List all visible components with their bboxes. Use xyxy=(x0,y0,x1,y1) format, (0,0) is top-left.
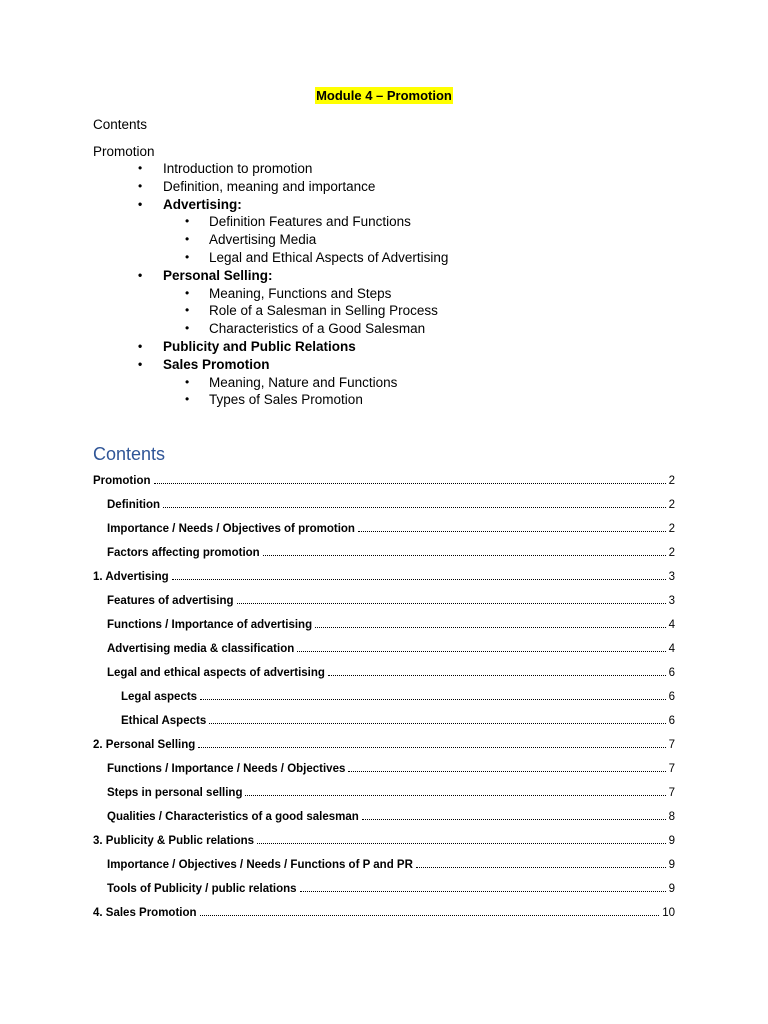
toc-entry[interactable] xyxy=(93,799,675,823)
toc-entry[interactable] xyxy=(93,823,675,847)
outline-item-text: Legal and Ethical Aspects of Advertising xyxy=(209,249,449,265)
toc-dot-leader xyxy=(245,794,665,796)
toc-entry[interactable] xyxy=(93,895,675,919)
bullet-icon: • xyxy=(138,267,143,282)
outline-item xyxy=(93,178,693,196)
toc-entry-title: Legal and ethical aspects of advertising xyxy=(107,667,325,679)
toc-dot-leader xyxy=(263,554,666,556)
toc-page-number: 9 xyxy=(668,859,675,871)
contents-label: Contents xyxy=(93,117,148,132)
toc-dot-leader xyxy=(362,818,666,820)
toc-page-number: 6 xyxy=(668,667,675,679)
toc-entry-title: 1. Advertising xyxy=(93,571,169,583)
outline-item-text: Types of Sales Promotion xyxy=(209,392,363,408)
toc-page-number: 2 xyxy=(668,475,675,487)
toc-entry[interactable] xyxy=(93,679,675,703)
toc-page-number: 4 xyxy=(668,643,675,655)
outline-item-text: Definition, meaning and importance xyxy=(163,178,376,194)
module-title: Module 4 – Promotion xyxy=(316,88,452,103)
outline-item xyxy=(93,285,693,303)
outline-item xyxy=(93,302,693,320)
toc-entry[interactable] xyxy=(93,463,675,487)
toc-page-number: 2 xyxy=(668,523,675,535)
outline-item-text: Publicity and Public Relations xyxy=(163,338,356,354)
outline-item xyxy=(93,356,693,374)
toc-entry-title: Functions / Importance / Needs / Objectives xyxy=(107,763,346,775)
toc-entry[interactable] xyxy=(93,703,675,727)
toc-entry-title: Importance / Needs / Objectives of promotion xyxy=(107,523,355,535)
outline-item-text: Advertising Media xyxy=(209,232,317,248)
bullet-icon: • xyxy=(185,232,190,247)
outline-item xyxy=(93,391,693,409)
outline-item-text: Advertising: xyxy=(163,196,242,212)
toc-dot-leader xyxy=(297,650,665,652)
toc-entry[interactable] xyxy=(93,655,675,679)
topic-outline xyxy=(93,160,693,409)
toc-page-number: 9 xyxy=(668,835,675,847)
toc-entry[interactable] xyxy=(93,775,675,799)
toc-entry-title: Promotion xyxy=(93,475,151,487)
bullet-icon: • xyxy=(138,178,143,193)
outline-item-text: Introduction to promotion xyxy=(163,161,313,176)
bullet-icon: • xyxy=(138,356,143,371)
toc-entry-title: Factors affecting promotion xyxy=(107,547,260,559)
toc-page-number: 10 xyxy=(662,907,675,919)
toc-dot-leader xyxy=(315,626,665,628)
outline-item xyxy=(93,231,693,249)
toc-entry[interactable] xyxy=(93,727,675,751)
toc-entry-title: 4. Sales Promotion xyxy=(93,907,197,919)
toc-dot-leader xyxy=(300,890,666,892)
toc-entry-title: Features of advertising xyxy=(107,595,234,607)
toc-entry[interactable] xyxy=(93,487,675,511)
toc-entry-title: Importance / Objectives / Needs / Functions of P and PR xyxy=(107,859,413,871)
outline-item-text: Personal Selling: xyxy=(163,267,273,283)
bullet-icon: • xyxy=(185,303,190,318)
toc-entry-title: Definition xyxy=(107,499,161,511)
toc-dot-leader xyxy=(209,722,665,724)
toc-entry-title: 3. Publicity & Public relations xyxy=(93,835,255,847)
outline-item-text: Sales Promotion xyxy=(163,356,270,372)
toc-page-number: 2 xyxy=(668,547,675,559)
outline-item-text: Meaning, Functions and Steps xyxy=(209,285,392,301)
toc-page-number: 9 xyxy=(668,883,675,895)
bullet-icon: • xyxy=(138,161,143,175)
bullet-icon: • xyxy=(185,392,190,407)
toc-entry-title: Legal aspects xyxy=(121,691,198,703)
toc-page-number: 7 xyxy=(668,763,675,775)
toc-entry-title: Steps in personal selling xyxy=(107,787,243,799)
toc-dot-leader xyxy=(154,482,666,484)
toc-entry-title: Ethical Aspects xyxy=(121,715,207,727)
outline-item-text: Definition Features and Functions xyxy=(209,214,411,230)
toc-dot-leader xyxy=(200,698,666,700)
bullet-icon: • xyxy=(185,214,190,229)
bullet-icon: • xyxy=(185,249,190,264)
toc-page-number: 3 xyxy=(668,571,675,583)
toc-dot-leader xyxy=(348,770,665,772)
bullet-icon: • xyxy=(138,196,143,211)
toc-entry-title: Qualities / Characteristics of a good salesman xyxy=(107,811,359,823)
outline-item xyxy=(93,213,693,231)
toc-entry-title: Functions / Importance of advertising xyxy=(107,619,313,631)
toc-heading: Contents xyxy=(93,444,166,464)
outline-item xyxy=(93,249,693,267)
toc-entry[interactable] xyxy=(93,535,675,559)
toc-dot-leader xyxy=(198,746,665,748)
toc-entry-title: Advertising media & classification xyxy=(107,643,295,655)
toc-dot-leader xyxy=(200,914,660,916)
outline-item-text: Characteristics of a Good Salesman xyxy=(209,321,426,337)
toc-page-number: 6 xyxy=(668,715,675,727)
toc-dot-leader xyxy=(416,866,666,868)
outline-item xyxy=(93,338,693,356)
bullet-icon: • xyxy=(185,374,190,389)
outline-item xyxy=(93,320,693,338)
toc-dot-leader xyxy=(172,578,666,580)
toc-dot-leader xyxy=(328,674,666,676)
outline-item-text: Meaning, Nature and Functions xyxy=(209,374,398,390)
bullet-icon: • xyxy=(138,338,143,353)
toc-page-number: 3 xyxy=(668,595,675,607)
toc-dot-leader xyxy=(358,530,666,532)
toc-entry[interactable] xyxy=(93,631,675,655)
toc-entry-title: Tools of Publicity / public relations xyxy=(107,883,297,895)
toc-entry[interactable] xyxy=(93,583,675,607)
toc-dot-leader xyxy=(237,602,666,604)
toc-entry[interactable] xyxy=(93,847,675,871)
toc-entry-title: 2. Personal Selling xyxy=(93,739,196,751)
outline-item xyxy=(93,196,693,214)
bullet-icon: • xyxy=(185,321,190,336)
toc-page-number: 6 xyxy=(668,691,675,703)
toc-page-number: 7 xyxy=(668,739,675,751)
toc-entry[interactable] xyxy=(93,751,675,775)
title-wrap xyxy=(0,87,768,105)
toc-page-number: 2 xyxy=(668,499,675,511)
toc-dot-leader xyxy=(257,842,666,844)
promotion-label: Promotion xyxy=(93,144,155,159)
outline-item xyxy=(93,160,693,178)
outline-item xyxy=(93,267,693,285)
toc-page-number: 7 xyxy=(668,787,675,799)
toc-page-number: 4 xyxy=(668,619,675,631)
outline-item-text: Role of a Salesman in Selling Process xyxy=(209,303,438,319)
toc-entry[interactable] xyxy=(93,871,675,895)
outline-item xyxy=(93,374,693,392)
toc-page-number: 8 xyxy=(668,811,675,823)
toc-dot-leader xyxy=(163,506,666,508)
toc-entry[interactable] xyxy=(93,607,675,631)
toc-entry[interactable] xyxy=(93,511,675,535)
bullet-icon: • xyxy=(185,285,190,300)
toc-entry[interactable] xyxy=(93,559,675,583)
